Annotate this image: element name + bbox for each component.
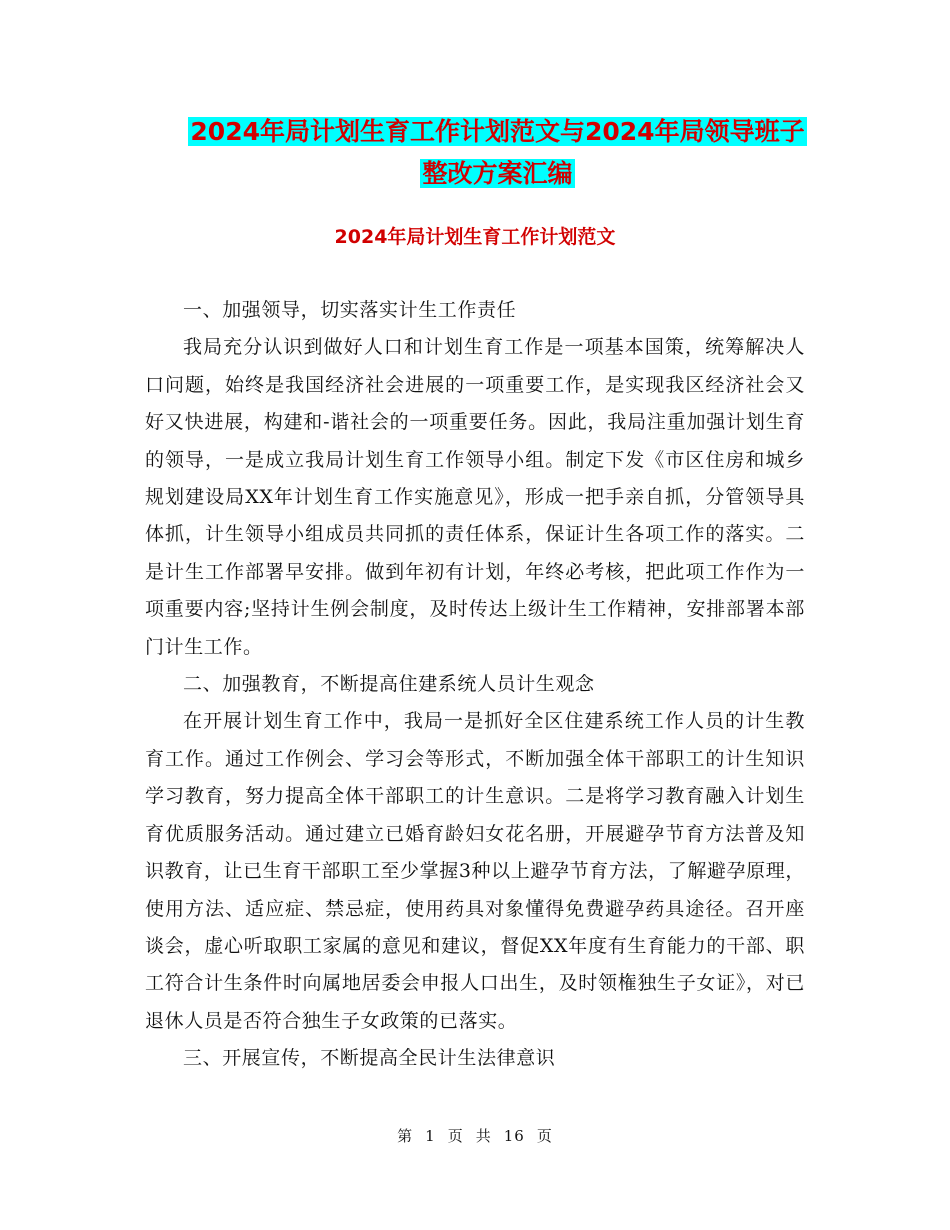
paragraph-1: 我局充分认识到做好人口和计划生育工作是一项基本国策，统筹解决人口问题，始终是我国经济社会进展的一项重要工作，是实现我区经济社会又好又快进展，构建和-谐社会的一项重要任务。因此，我局注重加强计划生育的领导，一是成立我局计划生育工作领导小组。制定下发《市区住房和城乡规划建设局XX年计划生育工作实施意见》，形成一把手亲自抓，分管领导具体抓，计生领导小组成员共同抓的责任体系，保证计生各项工作的落实。二是计生工作部署早安排。做到年初有计划，年终必考核，把此项工作作为一项重要内容;坚持计生例会制度，及时传达上级计生工作精神，安排部署本部门计生工作。 [145,336,805,658]
page-footer [0,1125,950,1146]
paragraph-2: 在开展计划生育工作中，我局一是抓好全区住建系统工作人员的计生教育工作。通过工作例会、学习会等形式，不断加强全体干部职工的计生知识学习教育，努力提高全体干部职工的计生意识。二是将学习教育融入计划生育优质服务活动。通过建立已婚育龄妇女花名册，开展避孕节育方法普及知识教育，让已生育干部职工至少掌握3种以上避孕节育方法，了解避孕原理，使用方法、适应症、禁忌症，使用药具对象懂得免费避孕药具途径。召开座谈会，虚心听取职工家属的意见和建议，督促XX年度有生育能力的干部、职工符合计生条件时向属地居委会申报人口出生，及时领権独生子女证》，对已退休人员是否符合独生子女政策的已落实。 [145,710,805,1032]
document-title-line-2 [140,152,855,196]
title-highlight-1: 2024年局计划生育工作计划范文与2024年局领导班子 [190,117,805,146]
footer-label-page: 第 [397,1127,414,1145]
title-highlight-2: 整改方案汇编 [422,159,573,188]
subheading-2: 二、加强教育，不断提高住建系统人员计生观念 [183,673,595,696]
footer-current-page: 1 [425,1127,436,1145]
section-heading: 2024年局计划生育工作计划范文 [334,226,616,248]
footer-total-pages: 16 [503,1127,525,1145]
footer-label-total: 共 [475,1127,492,1145]
footer-label-pages: 页 [536,1127,553,1145]
subheading-3: 三、开展宣传，不断提高全民计生法律意识 [183,1047,556,1070]
document-title-line-1 [140,110,855,154]
footer-label-of: 页 [447,1127,464,1145]
document-body [145,292,805,1078]
subheading-1: 一、加强领导，切实落实计生工作责任 [183,299,517,321]
